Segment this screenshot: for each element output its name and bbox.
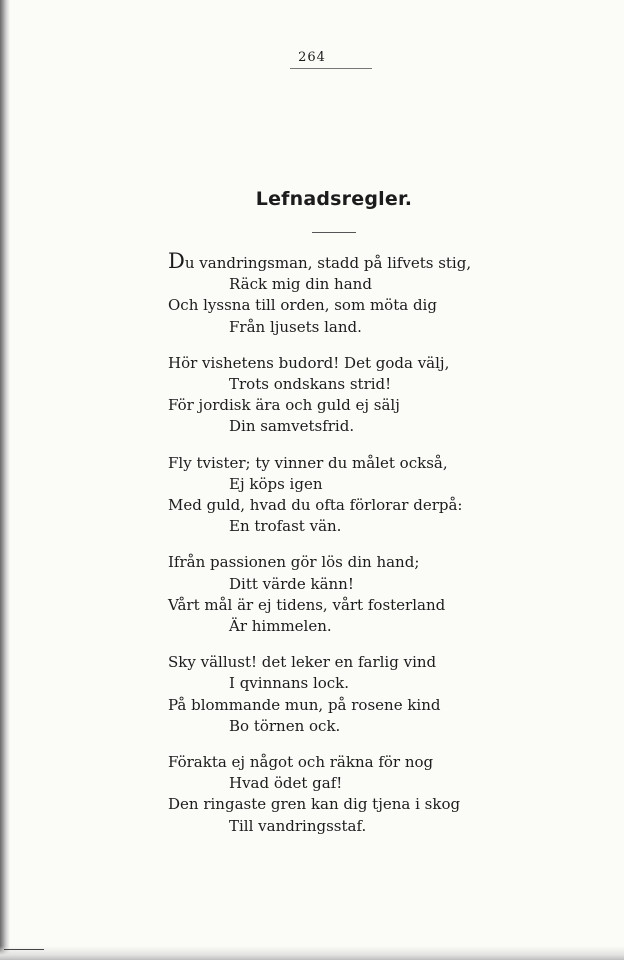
corner-mark (4, 949, 44, 950)
poem-line: Från ljusets land. (229, 317, 362, 336)
stanza-2 (168, 353, 488, 438)
page-edge-bottom (0, 946, 624, 960)
poem-line: Hör vishetens budord! Det goda välj, (168, 353, 450, 372)
stanza-3 (168, 453, 488, 538)
poem-line: I qvinnans lock. (229, 674, 350, 693)
stanza-5 (168, 652, 488, 737)
poem-line: Fly tvister; ty vinner du målet också, (168, 453, 448, 472)
poem-line: Till vandringsstaf. (229, 816, 367, 835)
page-edge-left (0, 0, 10, 960)
poem-line: Med guld, hvad du ofta förlorar derpå: (168, 496, 463, 515)
stanza-6 (168, 752, 488, 837)
poem-line: Hvad ödet gaf! (229, 774, 343, 793)
poem-line: Förakta ej något och räkna för nog (168, 753, 434, 772)
line-text: u vandringsman, stadd på lifvets stig, (184, 254, 472, 272)
poem-line: Ditt värde känn! (229, 574, 354, 593)
poem-line: Är himmelen. (229, 617, 332, 636)
poem-line: Och lyssna till orden, som möta dig (168, 296, 437, 315)
poem-line (168, 249, 488, 274)
poem-line: Räck mig din hand (229, 275, 372, 294)
poem-line: Vårt mål är ej tidens, vårt fosterland (168, 595, 446, 614)
poem-line: Trots ondskans strid! (229, 375, 392, 394)
poem-title: Lefnadsregler. (255, 188, 413, 210)
poem-line: Sky vällust! det leker en farlig vind (168, 653, 437, 672)
stanza-1 (168, 249, 488, 338)
poem-line: Ej köps igen (229, 474, 323, 493)
poem-line: Bo törnen ock. (229, 716, 341, 735)
poem-line: Din samvetsfrid. (229, 417, 355, 436)
page-number-rule (290, 68, 372, 69)
poem-body (168, 249, 488, 852)
poem-line: En trofast vän. (229, 517, 342, 536)
poem-line: Den ringaste gren kan dig tjena i skog (168, 795, 461, 814)
poem-line: Ifrån passionen gör lös din hand; (168, 553, 420, 572)
title-rule (312, 232, 356, 233)
page-number: 264 (298, 50, 326, 65)
poem-line: För jordisk ära och guld ej sälj (168, 396, 400, 415)
poem-line: På blommande mun, på rosene kind (168, 695, 441, 714)
initial-letter: D (168, 249, 185, 273)
stanza-4 (168, 552, 488, 637)
